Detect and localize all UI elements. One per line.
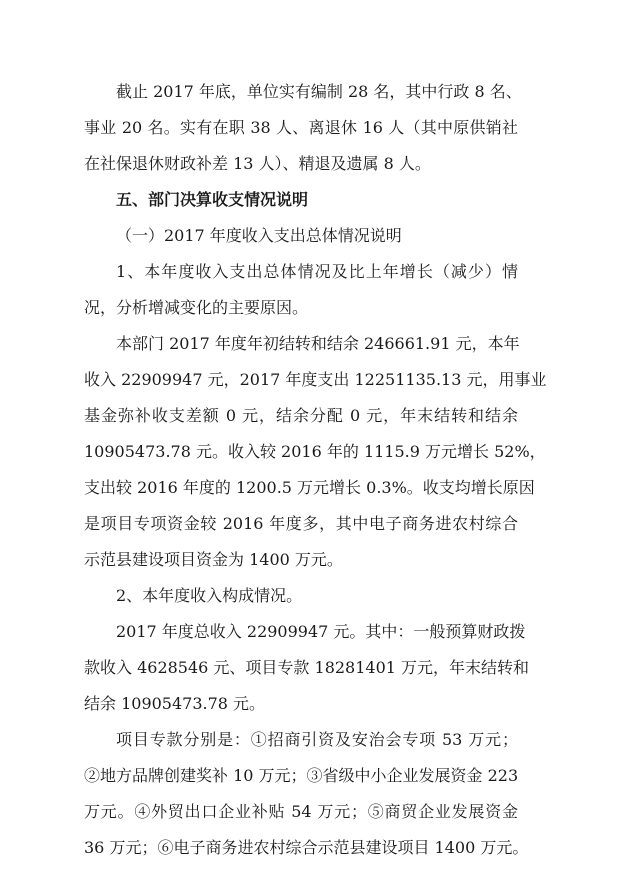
text-line: 支出较 2016 年度的 1200.5 万元增长 0.3%。收支均增长原因 (84, 478, 535, 497)
text-line: 事业 20 名。实有在职 38 人、离退休 16 人（其中原供销社 (84, 118, 518, 137)
text-line: 本部门 2017 年度年初结转和结余 246661.91 元，本年 (116, 334, 520, 353)
text-line: 是项目专项资金较 2016 年度多，其中电子商务进农村综合 (84, 514, 518, 533)
text-line: 在社保退休财政补差 13 人）、精退及遗属 8 人。 (84, 154, 431, 173)
text-line: 项目专款分别是：①招商引资及安治会专项 53 万元； (116, 730, 518, 749)
text-line: ②地方品牌创建奖补 10 万元；③省级中小企业发展资金 223 (84, 766, 519, 785)
section-heading: 五、部门决算收支情况说明 (116, 190, 309, 209)
text-line: 2017 年度总收入 22909947 元。其中：一般预算财政拨 (116, 622, 526, 641)
text-line: 36 万元；⑥电子商务进农村综合示范县建设项目 1400 万元。 (84, 838, 529, 857)
text-line: 况，分析增减变化的主要原因。 (84, 298, 309, 317)
text-line: 收入 22909947 元，2017 年度支出 12251135.13 元，用事业 (84, 370, 547, 389)
text-line: 基金弥补收支差额 0 元，结余分配 0 元，年末结转和结余 (84, 406, 518, 425)
text-line: 10905473.78 元。收入较 2016 年的 1115.9 万元增长 52%， (84, 442, 546, 461)
text-line: 万元。④外贸出口企业补贴 54 万元；⑤商贸企业发展资金 (84, 802, 518, 821)
subsection-heading: （一）2017 年度收入支出总体情况说明 (116, 226, 402, 245)
text-line: 款收入 4628546 元、项目专款 18281401 万元，年末结转和 (84, 658, 530, 677)
text-line: 示范县建设项目资金为 1400 万元。 (84, 550, 343, 569)
text-line: 1、本年度收入支出总体情况及比上年增长（减少）情 (116, 262, 518, 281)
text-line: 2、本年度收入构成情况。 (116, 586, 303, 605)
text-line: 结余 10905473.78 元。 (84, 694, 266, 713)
text-line: 截止 2017 年底，单位实有编制 28 名，其中行政 8 名、 (116, 82, 522, 101)
